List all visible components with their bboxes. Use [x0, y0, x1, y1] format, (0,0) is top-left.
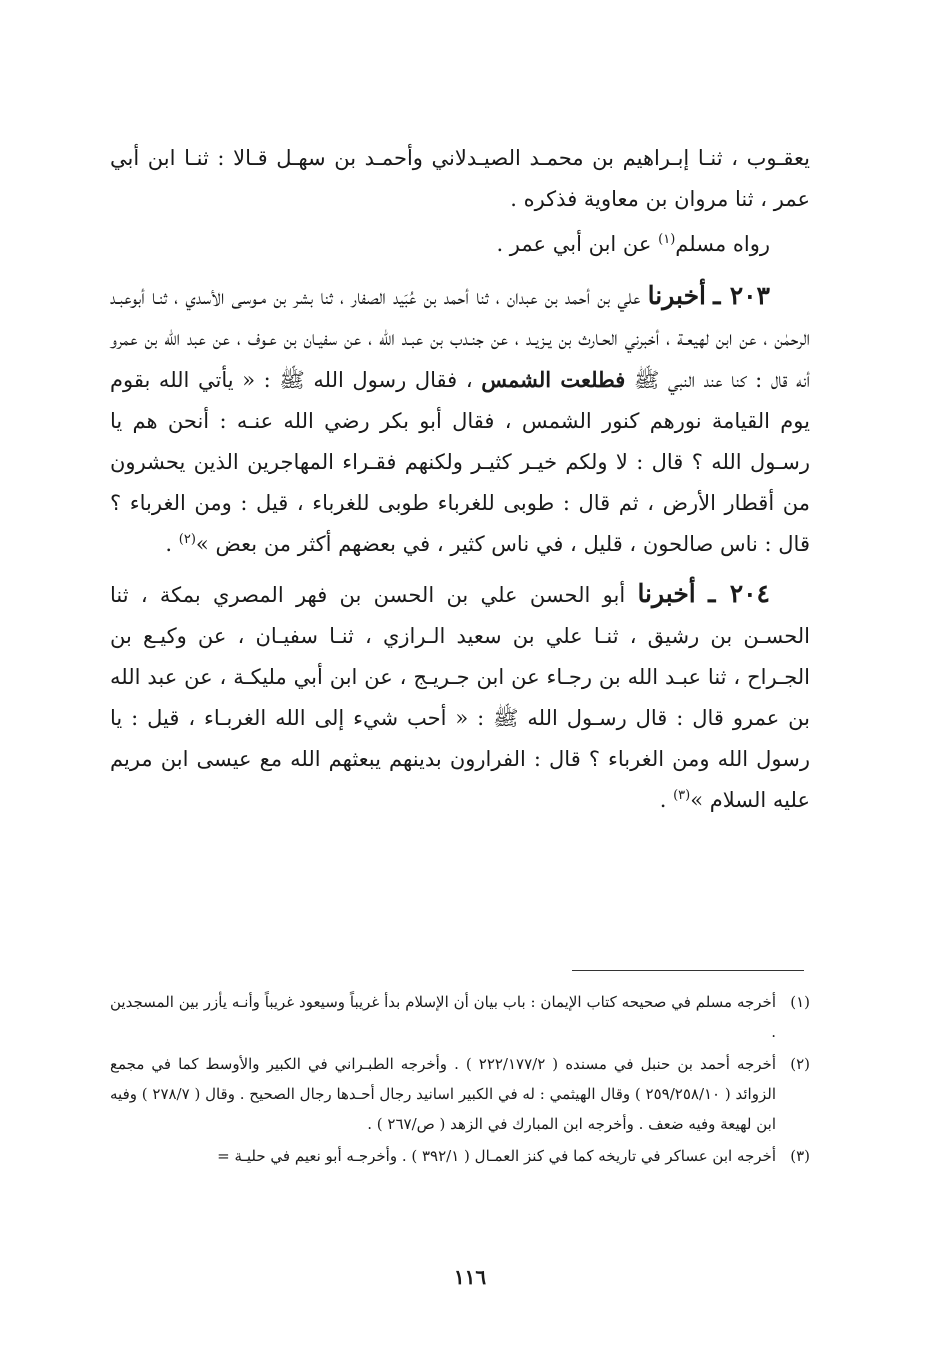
footnote-ref-3[interactable]: (٣) [673, 788, 691, 803]
hadith-keyword: أخبرنا [647, 281, 706, 310]
hadith-203 [110, 275, 810, 565]
hadith-text-cont: ، فقال رسول الله ﷺ : « يأتي الله بقوم يوم القيامة نورهم كنور الشمس ، فقال أبو بكر رضي الله عنـه : أنحن هم يا رسـول الله ؟ قال : لا ولكم خيـر كثيـر ولكنهم فقـراء المهاجرين الذين يحشرون من أقطار الأرض ، ثم قال : طوبى للغرباء طوبى للغرباء ، قيل : ومن الغرباء ؟ قال : ناس صالحون ، قليل ، في ناس كثير ، في بعضهم أكثر من بعض » [110, 368, 810, 556]
main-text [110, 138, 810, 821]
hadith-end: . [659, 788, 674, 812]
footnote-separator [572, 970, 804, 971]
narration-text: رواه مسلم [675, 232, 770, 256]
hadith-keyword: أخبرنا [637, 579, 696, 608]
narration-note [110, 224, 810, 265]
footnote-1 [110, 987, 810, 1047]
narration-tail: عن ابن أبي عمر . [496, 232, 659, 256]
footnote-3 [110, 1141, 810, 1171]
footnote-number: (١) [790, 993, 810, 1011]
paragraph-continuation: يعقـوب ، ثنـا إبـراهيم بن محمـد الصيـدلاني وأحمـد بن سهـل قـالا : ثنـا ابن أبي عمر ، ثنا مروان بن معاوية فذكره . [110, 146, 810, 211]
footnote-text: أخرجه ابن عساكر في تاريخه كما في كنز العمـال ( ٣٩٢/١ ) . وأخرجـه أبو نعيم في حليـة = [217, 1147, 776, 1165]
footnote-number: (٢) [790, 1055, 810, 1073]
hadith-end: . [165, 532, 179, 556]
footnote-ref-2[interactable]: (٢) [178, 532, 196, 547]
footnote-number: (٣) [790, 1147, 810, 1165]
footnote-text: أخرجه مسلم في صحيحه كتاب الإيمان : باب بيان أن الإسلام بدأ غريباً وسيعود غريباً وأنـه يأزر بين المسجدين . [110, 993, 776, 1041]
hadith-text: أبو الحسن علي بن الحسن بن فهر المصري بمكة ، ثنا الحسـن بن رشيق ، ثنـا علي بن سعيد الـرازي ، ثنـا سفيـان ، عن وكيـع بن الجـراح ، ثنا عبـد الله بن رجـاء عن ابن جـريـج ، عن ابن أبي مليكـة ، عن عبد الله بن عمرو قال : قال رسـول الله ﷺ : « أحب شيء إلى الله الغربـاء ، قيل : يا رسول الله ومن الغرباء ؟ قال : الفرارون بدينهم يبعثهم الله مع عيسى ابن مريم عليه السلام » [110, 583, 810, 812]
hadith-number: ٢٠٤ ـ [708, 579, 770, 608]
hadith-highlight: فطلعت الشمس [481, 367, 626, 392]
page-number: ١١٦ [453, 1265, 487, 1289]
footnote-ref-1[interactable]: (١) [658, 232, 676, 247]
footnote-text: أخرجه أحمد بن حنبل في مسنده ( ٢٢٢/١٧٧/٢ ) . وأخرجه الطبـراني في الكبير والأوسط كما في مجمع الزوائد ( ٢٥٩/٢٥٨/١٠ ) وقال الهيثمي : له في الكبير اسانيد رجال أحـدها رجال الصحيح . وقال ( ٢٧٨/٧ ) وفيه ابن لهيعة وفيه ضعف . وأخرجه ابن المبارك في الزهد ( ص/٢٦٧ ) . [110, 1055, 776, 1133]
hadith-text: علي بن أحمد بن عبدان ، ثنا أحمد بن عُبَيد الصفار ، ثنا بشر بن مـوسى الأسدي ، ثنـا أبوعبـد الرحمٰن ، عن ابن لهيعـة ، أخبرني الحـارث بن يـزيـد ، عن جنـدب بن عبـد الله ، عن سفيـان بن عـوف ، عن عبد الله بن عمرو أنه قال : كنا عند النبي ﷺ [110, 285, 810, 392]
footnote-2 [110, 1049, 810, 1139]
footnotes [110, 987, 810, 1173]
hadith-number: ٢٠٣ ـ [713, 281, 770, 310]
hadith-204 [110, 573, 810, 821]
